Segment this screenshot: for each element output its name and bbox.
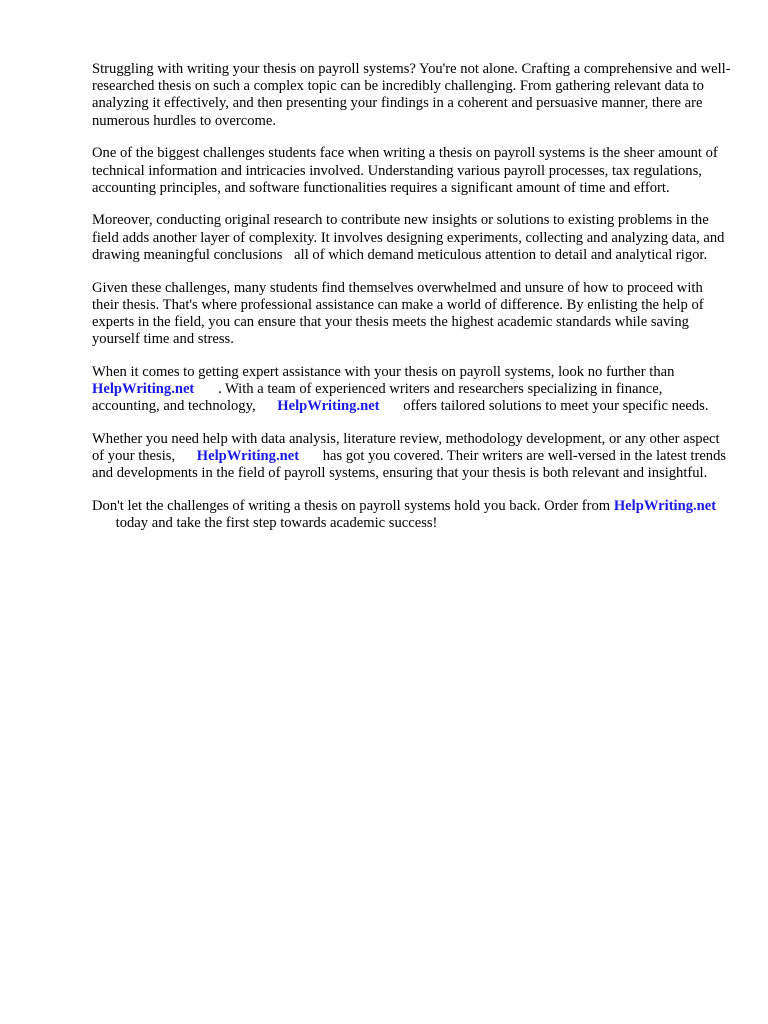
paragraph-cta-text-a: Don't let the challenges of writing a thesis on payroll systems hold you back. Order from <box>92 498 611 515</box>
paragraph-research-text-b: all of which demand meticulous attention to detail and analytical rigor. <box>294 246 708 263</box>
paragraph-challenges-text: One of the biggest challenges students face when writing a thesis on payroll systems is the sheer amount of technical information and intricacies involved. Understanding various payroll processes, tax regulations, accounting principles, and software functionalities requires a significant amount of time and effort. <box>92 145 718 196</box>
paragraph-coverage-text-b: has got you covered. Their writers are well-versed in the latest trends and developments in the field of payroll systems, ensuring that your thesis is both relevant and insightful. <box>92 448 727 482</box>
paragraph-research <box>92 212 732 264</box>
paragraph-challenges <box>92 145 732 197</box>
paragraph-expert-text-b: . With a team of experienced writers and researchers specializing in finance, accounting, and technology, <box>92 381 663 415</box>
helpwriting-link-2[interactable]: HelpWriting.net <box>277 398 380 415</box>
paragraph-expert-text-a: When it comes to getting expert assistance with your thesis on payroll systems, look no further than <box>92 363 675 380</box>
paragraph-expert-text-c: offers tailored solutions to meet your specific needs. <box>403 398 709 415</box>
paragraph-research-text-a: Moreover, conducting original research to contribute new insights or solutions to existing problems in the field adds another layer of complexity. It involves designing experiments, collecting and analyzing data, and drawing meaningful conclusions <box>92 212 725 263</box>
paragraph-coverage <box>92 431 732 483</box>
paragraph-intro-text: Struggling with writing your thesis on payroll systems? You're not alone. Crafting a comprehensive and well-researched thesis on such a complex topic can be incredibly challenging. From gathering relevant data to analyzing it effectively, and then presenting your findings in a coherent and persuasive manner, there are numerous hurdles to overcome. <box>92 61 731 129</box>
helpwriting-link-3[interactable]: HelpWriting.net <box>196 448 300 465</box>
paragraph-overwhelmed <box>92 280 732 349</box>
paragraph-intro <box>92 61 732 130</box>
paragraph-cta-text-b: today and take the first step towards academic success! <box>115 515 438 532</box>
paragraph-call-to-action <box>92 498 732 532</box>
paragraph-coverage-text-a: Whether you need help with data analysis, literature review, methodology development, or any other aspect of your thesis, <box>92 430 720 465</box>
helpwriting-link-1[interactable]: HelpWriting.net <box>92 381 195 398</box>
paragraph-expert-assistance <box>92 364 732 416</box>
document-body <box>92 61 732 548</box>
helpwriting-link-4[interactable]: HelpWriting.net <box>613 498 717 515</box>
paragraph-overwhelmed-text: Given these challenges, many students find themselves overwhelmed and unsure of how to proceed with their thesis. That's where professional assistance can make a world of difference. By enlisting the help of experts in the field, you can ensure that your thesis meets the highest academic standards while saving yourself time and stress. <box>92 279 704 348</box>
